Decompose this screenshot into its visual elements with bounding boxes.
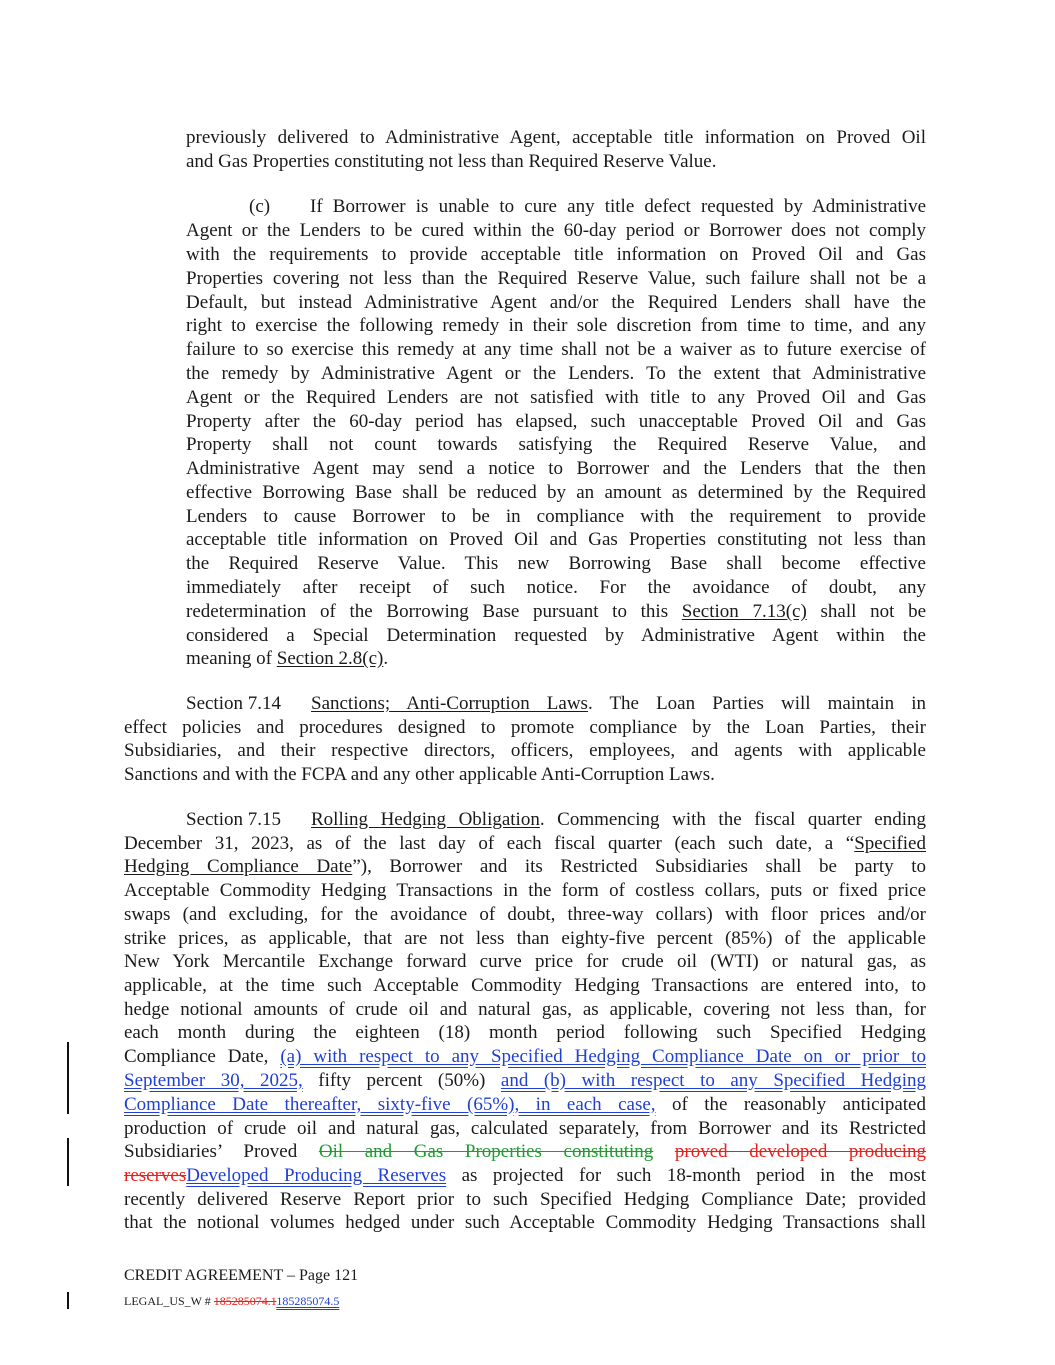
text-line: September 30, 2025, fifty percent (50%) and (b) with respect to any Specified Hedging bbox=[124, 1070, 927, 1091]
text-line: effective Borrowing Base shall be reduced by an amount as determined by the Required bbox=[186, 482, 926, 503]
text-line: each month during the eighteen (18) month period following such Specified Hedging bbox=[124, 1022, 926, 1043]
text-line: immediately after receipt of such notice. For the avoidance of doubt, any bbox=[186, 577, 926, 598]
change-bar bbox=[67, 1292, 69, 1309]
text-line: previously delivered to Administrative Agent, acceptable title information on Proved Oil bbox=[186, 127, 926, 148]
inserted-text: and (b) with respect to any Specified Hedging bbox=[500, 1070, 927, 1091]
text-line: swaps (and excluding, for the avoidance of doubt, three-way collars) with floor prices and/or bbox=[124, 904, 926, 925]
text-line: considered a Special Determination requested by Administrative Agent within the bbox=[186, 625, 926, 646]
deleted-text: Oil and Gas Properties constituting bbox=[318, 1141, 654, 1162]
text-line: Properties covering not less than the Required Reserve Value, such failure shall not be a bbox=[186, 268, 926, 289]
cross-reference-link[interactable]: Section 7.13(c) bbox=[681, 601, 807, 622]
text-line: Compliance Date, (a) with respect to any Specified Hedging Compliance Date on or prior to bbox=[124, 1046, 926, 1067]
clause-label: (c) bbox=[249, 196, 271, 217]
text-line: recently delivered Reserve Report prior to such Specified Hedging Compliance Date; provided bbox=[124, 1189, 926, 1210]
text-line: New York Mercantile Exchange forward curve price for crude oil (WTI) or natural gas, as bbox=[124, 951, 926, 972]
section-number: Section 7.15 bbox=[186, 809, 281, 830]
text-line: reservesDeveloped Producing Reserves as projected for such 18-month period in the most bbox=[124, 1165, 927, 1186]
text-line: that the notional volumes hedged under such Acceptable Commodity Hedging Transactions shall bbox=[124, 1212, 926, 1233]
text-line: Property after the 60-day period has elapsed, such unacceptable Proved Oil and Gas bbox=[186, 411, 926, 432]
deleted-text: reserves bbox=[124, 1165, 187, 1186]
text-line: with the requirements to provide acceptable title information on Proved Oil and Gas bbox=[186, 244, 926, 265]
text-line: Agent or the Lenders to be cured within the 60-day period or Borrower does not comply bbox=[186, 220, 926, 241]
text-line: December 31, 2023, as of the last day of each fiscal quarter (each such date, a “Specified bbox=[124, 833, 926, 854]
text-line: Compliance Date thereafter, sixty-five (65%), in each case, of the reasonably anticipated bbox=[124, 1094, 926, 1115]
change-bar bbox=[67, 1138, 69, 1186]
defined-term: Hedging Compliance Date bbox=[124, 856, 353, 877]
text-line: acceptable title information on Proved Oil and Gas Properties constituting not less than bbox=[186, 529, 926, 550]
section-title: Rolling Hedging Obligation bbox=[311, 809, 540, 830]
text-line: Administrative Agent may send a notice to Borrower and the Lenders that the then bbox=[186, 458, 926, 479]
deleted-text: proved developed producing bbox=[674, 1141, 926, 1162]
section-number: Section 7.14 bbox=[186, 693, 281, 714]
text-line: production of crude oil and natural gas, calculated separately, from Borrower and its Restricted bbox=[124, 1118, 926, 1139]
text-line: If Borrower is unable to cure any title defect requested by Administrative bbox=[310, 196, 926, 217]
text-line: Hedging Compliance Date”), Borrower and its Restricted Subsidiaries shall be party to bbox=[124, 856, 926, 877]
change-bar bbox=[67, 1042, 69, 1114]
text-line: the remedy by Administrative Agent or the Lenders. To the extent that Administrative bbox=[186, 363, 926, 384]
text-line: hedge notional amounts of crude oil and natural gas, as applicable, covering not less than, for bbox=[124, 999, 926, 1020]
defined-term: Specified bbox=[854, 833, 926, 854]
text-line: Acceptable Commodity Hedging Transactions in the form of costless collars, puts or fixed price bbox=[124, 880, 926, 901]
text-line: Subsidiaries’ Proved Oil and Gas Properties constituting proved developed producing bbox=[124, 1141, 926, 1162]
text-line: Lenders to cause Borrower to be in compliance with the requirement to provide bbox=[186, 506, 926, 527]
text-line: effect policies and procedures designed to promote compliance by the Loan Parties, their bbox=[124, 717, 926, 738]
section-title: Sanctions; Anti-Corruption Laws bbox=[311, 693, 588, 714]
text-line: strike prices, as applicable, that are not less than eighty-five percent (85%) of the applicable bbox=[124, 928, 926, 949]
text-line: failure to so exercise this remedy at any time shall not be a waiver as to future exercise of bbox=[186, 339, 926, 360]
inserted-text: September 30, 2025, bbox=[124, 1070, 303, 1091]
page-footer-label: CREDIT AGREEMENT – Page 121 bbox=[124, 1267, 359, 1284]
text-line: applicable, at the time such Acceptable Commodity Hedging Transactions are entered into, to bbox=[124, 975, 926, 996]
text-line: Property shall not count towards satisfying the Required Reserve Value, and bbox=[186, 434, 926, 455]
section-heading: Sanctions; Anti-Corruption Laws. The Loan Parties will maintain in bbox=[311, 693, 927, 714]
inserted-text: 185285074.5 bbox=[276, 1294, 340, 1308]
cross-reference-link[interactable]: Section 2.8(c) bbox=[276, 648, 384, 669]
text-line: right to exercise the following remedy in their sole discretion from time to time, and any bbox=[186, 315, 926, 336]
section-heading: Rolling Hedging Obligation. Commencing with the fiscal quarter ending bbox=[311, 809, 926, 830]
text-line: Agent or the Required Lenders are not satisfied with title to any Proved Oil and Gas bbox=[186, 387, 926, 408]
inserted-text: (a) with respect to any Specified Hedging Compliance Date on or prior to bbox=[280, 1046, 926, 1067]
text-line: Subsidiaries, and their respective directors, officers, employees, and agents with applicable bbox=[124, 740, 926, 761]
text-line: Default, but instead Administrative Agent and/or the Required Lenders shall have the bbox=[186, 292, 926, 313]
text-line: and Gas Properties constituting not less than Required Reserve Value. bbox=[186, 151, 717, 172]
inserted-text: Developed Producing Reserves bbox=[186, 1165, 447, 1186]
text-line: Sanctions and with the FCPA and any other applicable Anti-Corruption Laws. bbox=[124, 764, 715, 785]
deleted-text: 185285074.1 bbox=[213, 1294, 277, 1308]
text-line: redetermination of the Borrowing Base pursuant to this Section 7.13(c) shall not be bbox=[186, 601, 927, 622]
text-line: meaning of Section 2.8(c). bbox=[186, 648, 389, 669]
document-id: LEGAL_US_W # 185285074.1185285074.5 bbox=[124, 1294, 340, 1308]
text-line: the Required Reserve Value. This new Borrowing Base shall become effective bbox=[186, 553, 926, 574]
inserted-text: Compliance Date thereafter, sixty-five (65%), in each case, bbox=[124, 1094, 656, 1115]
